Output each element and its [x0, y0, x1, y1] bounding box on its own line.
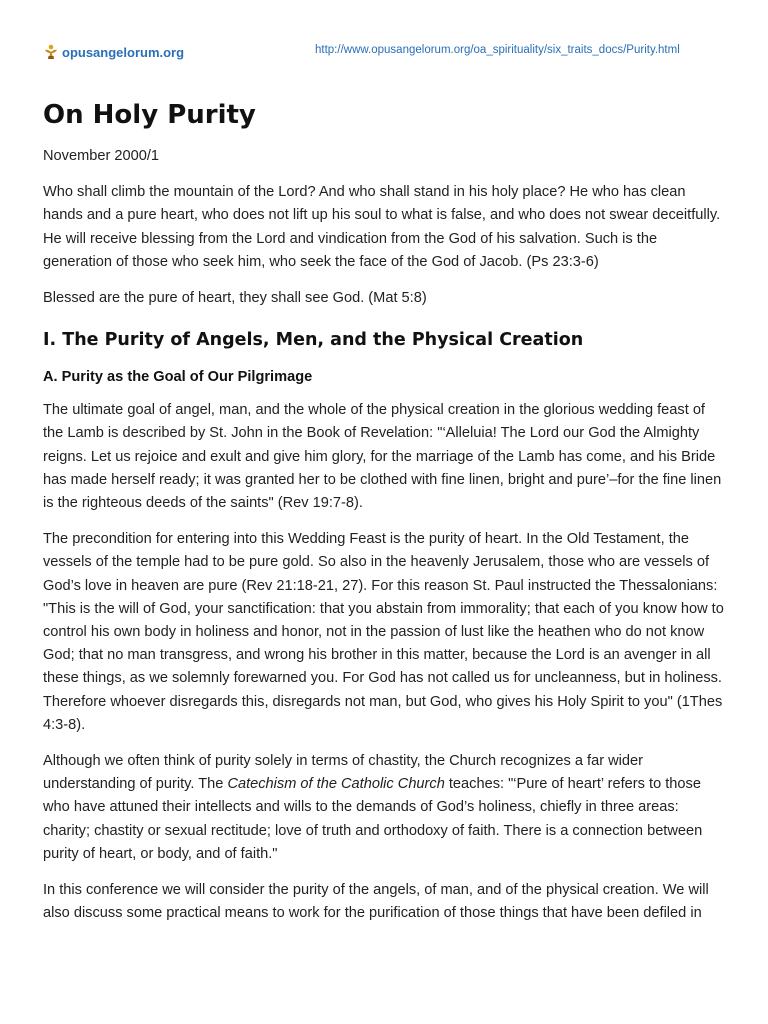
site-name: opusangelorum.org [62, 44, 185, 60]
catechism-text-end: teaches: "‘Pure of heart’ refers to those who have attuned their intellects and wills to the demands of God’s holiness, chiefly in three areas: charity; chastity or sexual rectitude; love of truth and orthodoxy of faith. There is a connection between purity of heart, or body, and of faith." [43, 776, 703, 862]
angel-icon [44, 44, 58, 60]
subsection-heading: A. Purity as the Goal of Our Pilgrimage [43, 369, 313, 386]
article-date: November 2000/1 [43, 148, 160, 164]
catechism-title: Catechism of the Catholic Church [227, 776, 445, 793]
paragraph-thessalonians: The precondition for entering into this Wedding Feast is the purity of heart. In the Old Testament, the vessels of the temple had to be pure gold. So also in the heavenly Jerusalem, those who are vessels of God’s love in heaven are pure (Rev 21:18-21, 27). For this reason St. Paul instructed the Thessalonians: "This is the will of God, your sanctification: that you abstain from immorality; that each of you know how to control his own body in holiness and honor, not in the passion of lust like the heathen who do not know God; that no man transgress, and wrong his brother in this matter, because the Lord is an avenger in all these things, as we solemnly forewarned you. For God has not called us for uncleanness, but in holiness. Therefore whoever disregards this, disregards not man, but God, who gives his Holy Spirit to you" (1Thes 4:3-8). [43, 531, 724, 733]
article-body [43, 145, 728, 938]
paragraph-conference: In this conference we will consider the purity of the angels, of man, and of the physical creation. We will also discuss some practical means to work for the purification of those things that have been defiled in [43, 882, 709, 922]
catechism-text-start: Although we often think of purity solely in terms of chastity, the Church recognizes a far wider understanding of purity. The [43, 753, 643, 793]
paragraph-psalm: Who shall climb the mountain of the Lord? And who shall stand in his holy place? He who has clean hands and a pure heart, who does not lift up his soul to what is false, and who does not swear deceitfully. He will receive blessing from the Lord and vindication from the God of his salvation. Such is the generation of those who seek him, who seek the face of the God of Jacob. (Ps 23:3-6) [43, 184, 721, 270]
paragraph-matthew: Blessed are the pure of heart, they shall see God. (Mat 5:8) [43, 290, 427, 307]
source-url-link[interactable]: http://www.opusangelorum.org/oa_spirituality/six_traits_docs/Purity.html [315, 44, 680, 56]
section-heading: I. The Purity of Angels, Men, and the Physical Creation [43, 330, 584, 351]
page-title: On Holy Purity [43, 100, 256, 130]
paragraph-revelation: The ultimate goal of angel, man, and the whole of the physical creation in the glorious wedding feast of the Lamb is described by St. John in the Book of Revelation: "‘Alleluia! The Lord our God the Almighty reigns. Let us rejoice and exult and give him glory, for the marriage of the Lamb has come, and his Bride has made herself ready; it was granted her to be clothed with fine linen, bright and pure’–for the fine linen is the righteous deeds of the saints" (Rev 19:7-8). [43, 402, 722, 512]
paragraph-catechism [43, 750, 728, 866]
site-header[interactable] [44, 44, 184, 60]
